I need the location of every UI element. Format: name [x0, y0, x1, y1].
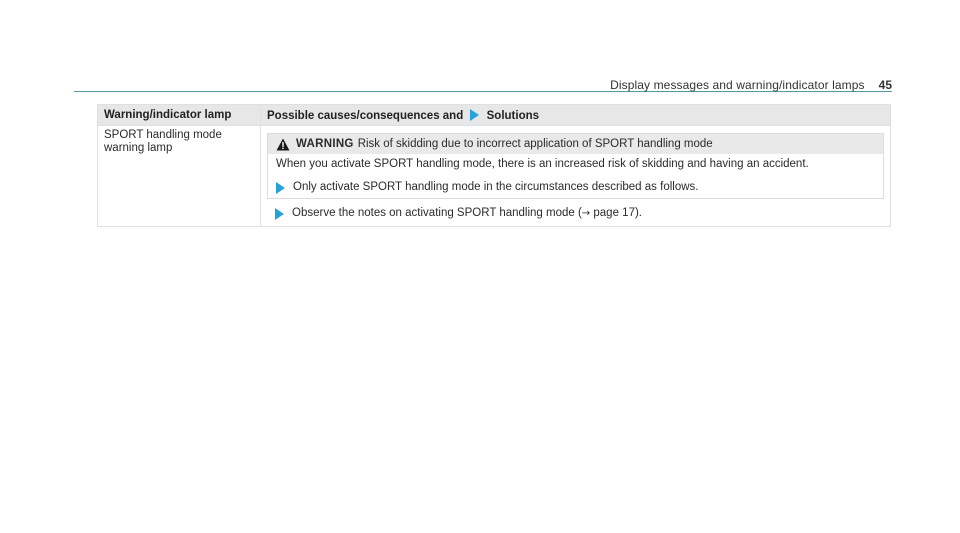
solution-step: [267, 207, 884, 220]
col-header-causes-text: Possible causes/consequences and: [267, 109, 464, 122]
header-text: [610, 78, 892, 92]
causes-cell: [261, 126, 891, 227]
arrow-icon: [470, 109, 479, 121]
col-header-lamp: Warning/indicator lamp: [98, 105, 261, 126]
arrow-icon: [276, 182, 285, 194]
warning-body: When you activate SPORT handling mode, there is an increased risk of skidding and having an accident.: [276, 158, 809, 170]
section-title: Display messages and warning/indicator lamps: [610, 78, 865, 92]
page-number: 45: [878, 78, 892, 92]
warning-lamp-table: [97, 104, 891, 227]
col-header-causes: [261, 105, 891, 126]
warning-label: WARNING: [296, 137, 354, 150]
warning-step-text: Only activate SPORT handling mode in the circumstances described as follows.: [293, 181, 699, 193]
warning-triangle-icon: [276, 138, 290, 151]
warning-box: [267, 133, 884, 199]
solution-text-post: ).: [634, 207, 642, 219]
page-reference-link[interactable]: page 17: [593, 207, 635, 219]
arrow-icon: [275, 208, 284, 220]
page-ref-arrow: →: [581, 208, 591, 219]
table-header-row: [98, 105, 891, 126]
solution-text-pre: Observe the notes on activating SPORT handling mode (: [292, 207, 582, 219]
warning-step: [268, 175, 883, 198]
warning-header: [268, 134, 883, 154]
lamp-name-line1: SPORT handling mode: [104, 129, 222, 141]
warning-title: Risk of skidding due to incorrect application of SPORT handling mode: [357, 137, 713, 150]
lamp-name-line2: warning lamp: [104, 142, 173, 154]
table-row: [98, 126, 891, 227]
col-header-solutions-text: Solutions: [486, 109, 540, 122]
lamp-cell: [98, 126, 261, 227]
solution-text: [292, 207, 642, 220]
